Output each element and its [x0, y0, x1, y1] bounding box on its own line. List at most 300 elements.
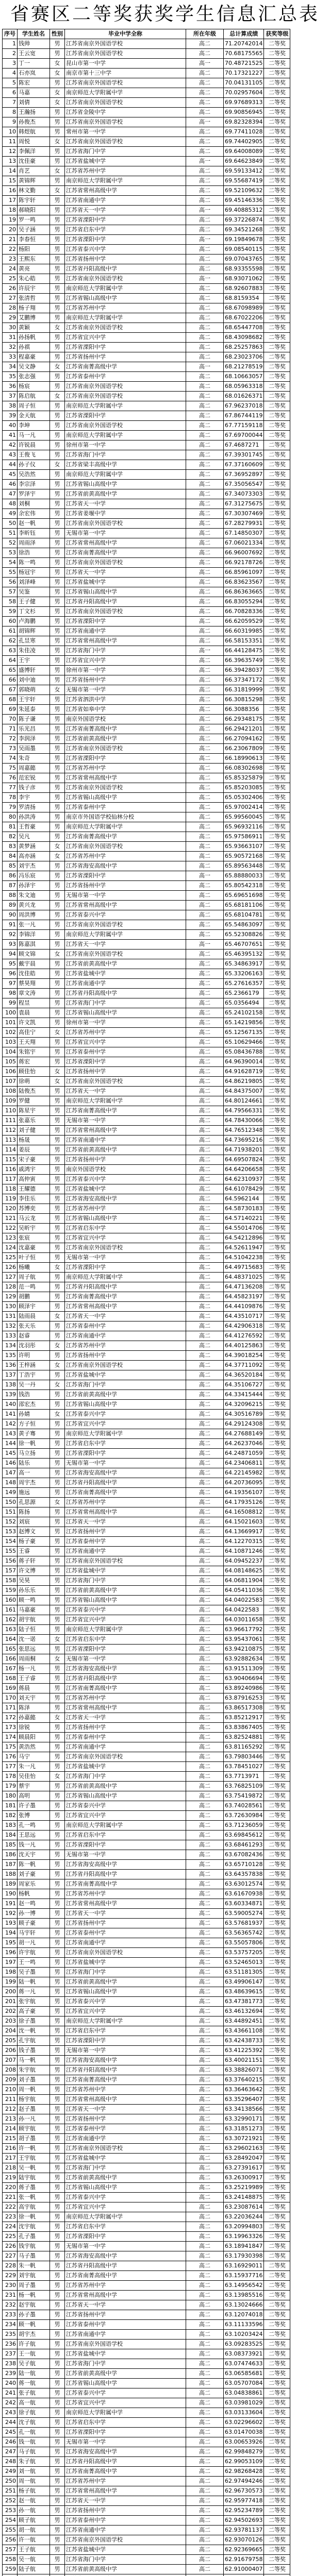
school-name: 江苏省泰兴中学	[65, 245, 186, 255]
student-sex: 男	[50, 930, 65, 940]
school-name: 江苏省南菁高级中学	[65, 2271, 186, 2281]
award-level: 二等奖	[264, 88, 290, 98]
table-row	[3, 1713, 290, 1723]
grade: 高二	[186, 1537, 224, 1547]
student-name: 陆一航	[18, 2369, 50, 2379]
total-score: 68.93071062	[224, 274, 264, 284]
school-name: 江苏省前黄高级中学	[65, 1586, 186, 1596]
school-name: 江苏省泰兴中学	[65, 1605, 186, 1615]
award-level: 二等奖	[264, 940, 290, 950]
student-name: 张博	[18, 1811, 50, 1821]
grade: 高二	[186, 979, 224, 989]
student-name: 余宏伟	[18, 509, 50, 519]
student-sex: 男	[50, 1831, 65, 1840]
school-name: 江苏省南京外国语学校	[65, 558, 186, 568]
school-name: 江苏省锡山高级中学	[65, 1596, 186, 1605]
row-no: 208	[3, 2065, 18, 2075]
grade: 高二	[186, 1263, 224, 1273]
total-score: 63.7713971	[224, 1772, 264, 1782]
school-name: 江苏省金陵中学	[65, 108, 186, 117]
table-row	[3, 431, 290, 440]
student-sex: 男	[50, 920, 65, 930]
school-name: 江苏省南京外国语学校	[65, 1752, 186, 1762]
grade: 高二	[186, 1997, 224, 2007]
award-level: 二等奖	[264, 1909, 290, 1919]
school-name: 江苏省盐城中学	[65, 2545, 186, 2555]
award-level: 二等奖	[264, 1782, 290, 1791]
award-level: 二等奖	[264, 2242, 290, 2251]
table-row	[3, 1576, 290, 1586]
row-no: 124	[3, 1243, 18, 1253]
grade: 高二	[186, 1860, 224, 1870]
table-row	[3, 1498, 290, 1507]
row-no: 27	[3, 294, 18, 303]
row-no: 254	[3, 2516, 18, 2526]
student-name: 郝晓阳	[18, 206, 50, 215]
student-name: 金天航	[18, 411, 50, 421]
student-name: 张思远	[18, 1645, 50, 1654]
grade: 高二	[186, 950, 224, 959]
student-sex: 女	[50, 842, 65, 852]
grade: 高二	[186, 1547, 224, 1556]
award-level: 二等奖	[264, 1087, 290, 1096]
grade: 高二	[186, 1762, 224, 1772]
table-row	[3, 2056, 290, 2065]
school-name: 无锡市第一中学	[65, 1459, 186, 1468]
table-row	[3, 1605, 290, 1615]
student-name: 王宇轩	[18, 695, 50, 705]
row-no: 104	[3, 1047, 18, 1057]
row-no: 81	[3, 822, 18, 832]
table-row	[3, 2486, 290, 2496]
student-name: 周洪博	[18, 910, 50, 920]
award-level: 二等奖	[264, 1517, 290, 1527]
award-level: 二等奖	[264, 891, 290, 901]
total-score: 66.18990613	[224, 754, 264, 764]
student-sex: 男	[50, 2085, 65, 2095]
grade: 高二	[186, 2075, 224, 2085]
total-score: 66.31819999	[224, 685, 264, 695]
student-name: 杨子豪	[18, 1537, 50, 1547]
grade: 高二	[186, 2095, 224, 2105]
award-level: 二等奖	[264, 166, 290, 176]
total-score: 63.82524881	[224, 1733, 264, 1742]
student-sex: 男	[50, 1302, 65, 1312]
student-sex: 男	[50, 215, 65, 225]
school-name: 江苏省天一中学	[65, 1312, 186, 1321]
row-no: 63	[3, 646, 18, 656]
grade: 高二	[186, 519, 224, 529]
total-score: 66.85961097	[224, 568, 264, 578]
table-row	[3, 2242, 290, 2251]
table-row	[3, 1292, 290, 1302]
student-sex: 男	[50, 2369, 65, 2379]
student-name: 胡鹏	[18, 1292, 50, 1302]
row-no: 79	[3, 803, 18, 812]
row-no: 184	[3, 1831, 18, 1840]
award-level: 二等奖	[264, 881, 290, 891]
total-score: 65.93663107	[224, 842, 264, 852]
award-level: 二等奖	[264, 1488, 290, 1498]
school-name: 江苏省海安高级中学	[65, 1860, 186, 1870]
row-no: 97	[3, 979, 18, 989]
row-no: 112	[3, 1126, 18, 1136]
student-name: 沈嘉豪	[18, 1243, 50, 1253]
school-name: 江苏省泰州中学	[65, 1733, 186, 1742]
student-sex: 男	[50, 861, 65, 871]
table-row	[3, 1958, 290, 1968]
table-row	[3, 969, 290, 979]
school-name: 南京师范大学附属中学	[65, 88, 186, 98]
total-score: 64.5962144	[224, 1194, 264, 1204]
total-score: 68.92607883	[224, 284, 264, 294]
award-level: 二等奖	[264, 1977, 290, 1987]
student-name: 李佳乐	[18, 1194, 50, 1204]
student-name: 顾文锦	[18, 950, 50, 959]
row-no: 175	[3, 1742, 18, 1752]
table-row	[3, 2300, 290, 2310]
table-row	[3, 1625, 290, 1635]
award-level: 二等奖	[264, 1370, 290, 1380]
row-no: 144	[3, 1439, 18, 1449]
award-level: 二等奖	[264, 1165, 290, 1175]
school-name: 南京师范大学附属中学	[65, 313, 186, 323]
student-name: 乐光昌	[18, 724, 50, 734]
total-score: 67.31275675	[224, 499, 264, 509]
total-score: 63.78451027	[224, 1762, 264, 1772]
table-row	[3, 1018, 290, 1028]
row-no: 240	[3, 2379, 18, 2388]
row-no: 88	[3, 891, 18, 901]
table-row	[3, 274, 290, 284]
award-level: 二等奖	[264, 2163, 290, 2173]
award-level: 二等奖	[264, 2496, 290, 2506]
student-name: 姜辰	[18, 1145, 50, 1155]
table-row	[3, 764, 290, 773]
table-row	[3, 294, 290, 303]
grade: 高二	[186, 255, 224, 264]
school-name: 江苏省天一中学	[65, 1909, 186, 1919]
school-name: 江苏省南京外国语学校	[65, 392, 186, 401]
row-no: 61	[3, 626, 18, 636]
grade: 高二	[186, 2320, 224, 2330]
grade: 高二	[186, 2242, 224, 2251]
grade: 高二	[186, 1850, 224, 1860]
total-score: 65.34863917	[224, 959, 264, 969]
award-level: 二等奖	[264, 1733, 290, 1742]
grade: 高二	[186, 1292, 224, 1302]
grade: 高二	[186, 2496, 224, 2506]
award-level: 二等奖	[264, 411, 290, 421]
award-level: 二等奖	[264, 1615, 290, 1625]
row-no: 251	[3, 2486, 18, 2496]
school-name: 江苏省泰州中学	[65, 2516, 186, 2526]
student-sex: 男	[50, 2075, 65, 2085]
school-name: 江苏省丹阳高级中学	[65, 989, 186, 998]
student-name: 吴一航	[18, 2555, 50, 2565]
student-sex: 男	[50, 1047, 65, 1057]
grade: 高二	[186, 2007, 224, 2016]
row-no: 193	[3, 1919, 18, 1928]
student-sex: 男	[50, 274, 65, 284]
grade: 高二	[186, 2486, 224, 2496]
award-level: 二等奖	[264, 372, 290, 382]
row-no: 229	[3, 2271, 18, 2281]
student-name: 吴鉴	[18, 587, 50, 597]
student-sex: 男	[50, 206, 65, 215]
student-sex: 男	[50, 1292, 65, 1302]
grade: 高二	[186, 401, 224, 411]
row-no: 141	[3, 1410, 18, 1419]
grade: 高二	[186, 861, 224, 871]
student-name: 沈佳皓	[18, 969, 50, 979]
grade: 高二	[186, 1419, 224, 1429]
table-row	[3, 2232, 290, 2242]
student-name: 许一航	[18, 2535, 50, 2545]
row-no: 102	[3, 1028, 18, 1038]
school-name: 江苏省丹阳高级中学	[65, 2065, 186, 2075]
table-row	[3, 568, 290, 578]
school-name: 江苏省丹阳高级中学	[65, 1674, 186, 1684]
row-no: 253	[3, 2506, 18, 2516]
school-name: 南京师范大学附属中学	[65, 822, 186, 832]
student-sex: 男	[50, 998, 65, 1008]
school-name: 江苏省南京外国语学校	[65, 98, 186, 108]
row-no: 21	[3, 235, 18, 245]
row-no: 156	[3, 1556, 18, 1566]
table-row	[3, 1429, 290, 1439]
table-row	[3, 1273, 290, 1282]
award-level: 二等奖	[264, 607, 290, 617]
row-no: 235	[3, 2330, 18, 2340]
total-score: 62.91000407	[224, 2565, 264, 2574]
total-score: 65.08436788	[224, 1047, 264, 1057]
award-level: 二等奖	[264, 1860, 290, 1870]
student-name: 吴文静	[18, 362, 50, 372]
school-name: 江苏省扬州中学	[65, 1527, 186, 1537]
table-row	[3, 2516, 290, 2526]
student-sex: 男	[50, 1566, 65, 1576]
student-name: 周雨桐	[18, 1654, 50, 1664]
total-score: 63.94210875	[224, 1645, 264, 1654]
table-row	[3, 59, 290, 69]
student-name: 李春恒	[18, 235, 50, 245]
total-score: 62.93070126	[224, 2535, 264, 2545]
table-row	[3, 2310, 290, 2320]
total-score: 64.40125863	[224, 1341, 264, 1351]
total-score: 67.39301745	[224, 450, 264, 460]
total-score: 63.60334871	[224, 1899, 264, 1909]
school-name: 南京师范大学附属中学	[65, 2016, 186, 2026]
grade: 高二	[186, 2193, 224, 2202]
student-name: 吴昕宇	[18, 1224, 50, 1233]
table-row	[3, 1449, 290, 1459]
school-name: 江苏省海安高级中学	[65, 1664, 186, 1674]
school-name: 南京外国语学校	[65, 715, 186, 724]
total-score: 63.16929011	[224, 2261, 264, 2271]
student-name: 陈一鸣	[18, 558, 50, 568]
student-name: 方子恒	[18, 1419, 50, 1429]
total-score: 63.71236059	[224, 1821, 264, 1831]
total-score: 69.19849678	[224, 235, 264, 245]
table-row	[3, 1654, 290, 1664]
student-sex: 男	[50, 1997, 65, 2007]
school-name: 江苏省泰兴中学	[65, 1175, 186, 1184]
student-name: 陈启航	[18, 392, 50, 401]
award-level: 二等奖	[264, 2349, 290, 2359]
table-row	[3, 793, 290, 803]
student-name: 高一航	[18, 2398, 50, 2408]
grade: 高二	[186, 176, 224, 186]
row-no: 90	[3, 910, 18, 920]
student-name: 陆乐	[18, 1459, 50, 1468]
student-name: 王一鸣	[18, 1958, 50, 1968]
grade: 高二	[186, 1507, 224, 1517]
student-sex: 男	[50, 1977, 65, 1987]
grade: 高二	[186, 1693, 224, 1703]
award-level: 二等奖	[264, 176, 290, 186]
student-sex: 女	[50, 1067, 65, 1077]
school-name: 江苏省常州高级中学	[65, 773, 186, 783]
table-row	[3, 2183, 290, 2193]
total-score: 63.59005274	[224, 1909, 264, 1919]
school-name: 江苏省丹阳高级中学	[65, 2261, 186, 2271]
row-no: 15	[3, 176, 18, 186]
total-score: 63.51181305	[224, 1968, 264, 1977]
award-level: 二等奖	[264, 392, 290, 401]
school-name: 江苏省南京外国语学校	[65, 519, 186, 529]
school-name: 江苏省南通中学	[65, 1938, 186, 1948]
student-name: 周嘉懿	[18, 764, 50, 773]
table-row	[3, 2144, 290, 2154]
award-level: 二等奖	[264, 59, 290, 69]
school-name: 江苏省南通中学	[65, 1331, 186, 1341]
school-name: 江苏省丹阳高级中学	[65, 264, 186, 274]
award-level: 二等奖	[264, 480, 290, 489]
school-name: 江苏省泰州中学	[65, 372, 186, 382]
grade: 高二	[186, 2300, 224, 2310]
school-name: 江苏省海门中学	[65, 450, 186, 460]
school-name: 江苏省泰兴中学	[65, 910, 186, 920]
student-name: 钱子墨	[18, 2046, 50, 2056]
student-sex: 男	[50, 2114, 65, 2124]
student-name: 周子墨	[18, 2281, 50, 2291]
table-row	[3, 2124, 290, 2134]
row-no: 157	[3, 1566, 18, 1576]
award-level: 二等奖	[264, 1772, 290, 1782]
student-sex: 男	[50, 264, 65, 274]
total-score: 63.29602163	[224, 2144, 264, 2154]
table-row	[3, 656, 290, 666]
grade: 高一	[186, 117, 224, 127]
award-level: 二等奖	[264, 2477, 290, 2486]
row-no: 86	[3, 871, 18, 881]
total-score: 64.64206658	[224, 1165, 264, 1175]
table-row	[3, 69, 290, 78]
student-sex: 男	[50, 2535, 65, 2545]
school-name: 江苏省扬州中学	[65, 255, 186, 264]
table-row	[3, 215, 290, 225]
school-name: 江苏省泰兴中学	[65, 1801, 186, 1811]
grade: 高二	[186, 1106, 224, 1116]
table-row	[3, 2075, 290, 2085]
student-sex: 男	[50, 1321, 65, 1331]
total-score: 69.07043765	[224, 255, 264, 264]
award-level: 二等奖	[264, 1928, 290, 1938]
student-sex: 男	[50, 822, 65, 832]
school-name: 江苏省溧阳中学	[65, 343, 186, 352]
table-row	[3, 1664, 290, 1674]
row-no: 82	[3, 832, 18, 842]
student-name: 周一帆	[18, 2085, 50, 2095]
grade: 高二	[186, 1870, 224, 1879]
student-sex: 男	[50, 793, 65, 803]
grade: 高二	[186, 480, 224, 489]
total-score: 63.83867405	[224, 1723, 264, 1733]
row-no: 145	[3, 1449, 18, 1459]
award-level: 二等奖	[264, 1537, 290, 1547]
student-name: 顾宇航	[18, 2124, 50, 2134]
student-sex: 男	[50, 1791, 65, 1801]
school-name: 江苏省盐城中学	[65, 578, 186, 587]
student-sex: 男	[50, 1390, 65, 1400]
student-sex: 男	[50, 734, 65, 744]
school-name: 南京师范大学附属中学	[65, 401, 186, 411]
grade: 高二	[186, 2281, 224, 2291]
table-row	[3, 1194, 290, 1204]
student-sex: 男	[50, 303, 65, 313]
row-no: 22	[3, 245, 18, 255]
student-name: 黄子骞	[18, 1429, 50, 1439]
student-sex: 男	[50, 617, 65, 626]
grade: 高二	[186, 1840, 224, 1850]
student-name: 马立扬	[18, 1449, 50, 1459]
student-sex: 男	[50, 812, 65, 822]
total-score: 63.17930398	[224, 2251, 264, 2261]
grade: 高二	[186, 1439, 224, 1449]
total-score: 66.60319985	[224, 626, 264, 636]
total-score: 63.03133604	[224, 2408, 264, 2418]
total-score: 67.06021334	[224, 538, 264, 548]
award-level: 二等奖	[264, 626, 290, 636]
row-no: 195	[3, 1938, 18, 1948]
award-level: 二等奖	[264, 1478, 290, 1488]
total-score: 67.28279931	[224, 519, 264, 529]
row-no: 98	[3, 989, 18, 998]
total-score: 69.37226874	[224, 215, 264, 225]
total-score: 67.30307469	[224, 509, 264, 519]
total-score: 69.08540115	[224, 245, 264, 255]
student-sex: 男	[50, 2036, 65, 2046]
table-row	[3, 1175, 290, 1184]
award-level: 二等奖	[264, 519, 290, 529]
grade: 高二	[186, 1782, 224, 1791]
total-score: 63.74028561	[224, 1801, 264, 1811]
student-sex: 男	[50, 2202, 65, 2212]
school-name: 江苏省南京外国语学校	[65, 421, 186, 431]
grade: 高二	[186, 901, 224, 910]
school-name: 南京市外国语学校仙林分校	[65, 812, 186, 822]
school-name: 江苏省海门中学	[65, 2163, 186, 2173]
student-name	[18, 2574, 50, 2576]
award-level: 二等奖	[264, 1752, 290, 1762]
student-name: 王哲豪	[18, 822, 50, 832]
award-level: 二等奖	[264, 313, 290, 323]
grade: 高二	[186, 1938, 224, 1948]
row-no: 108	[3, 1087, 18, 1096]
row-no: 113	[3, 1136, 18, 1145]
row-no: 12	[3, 147, 18, 157]
